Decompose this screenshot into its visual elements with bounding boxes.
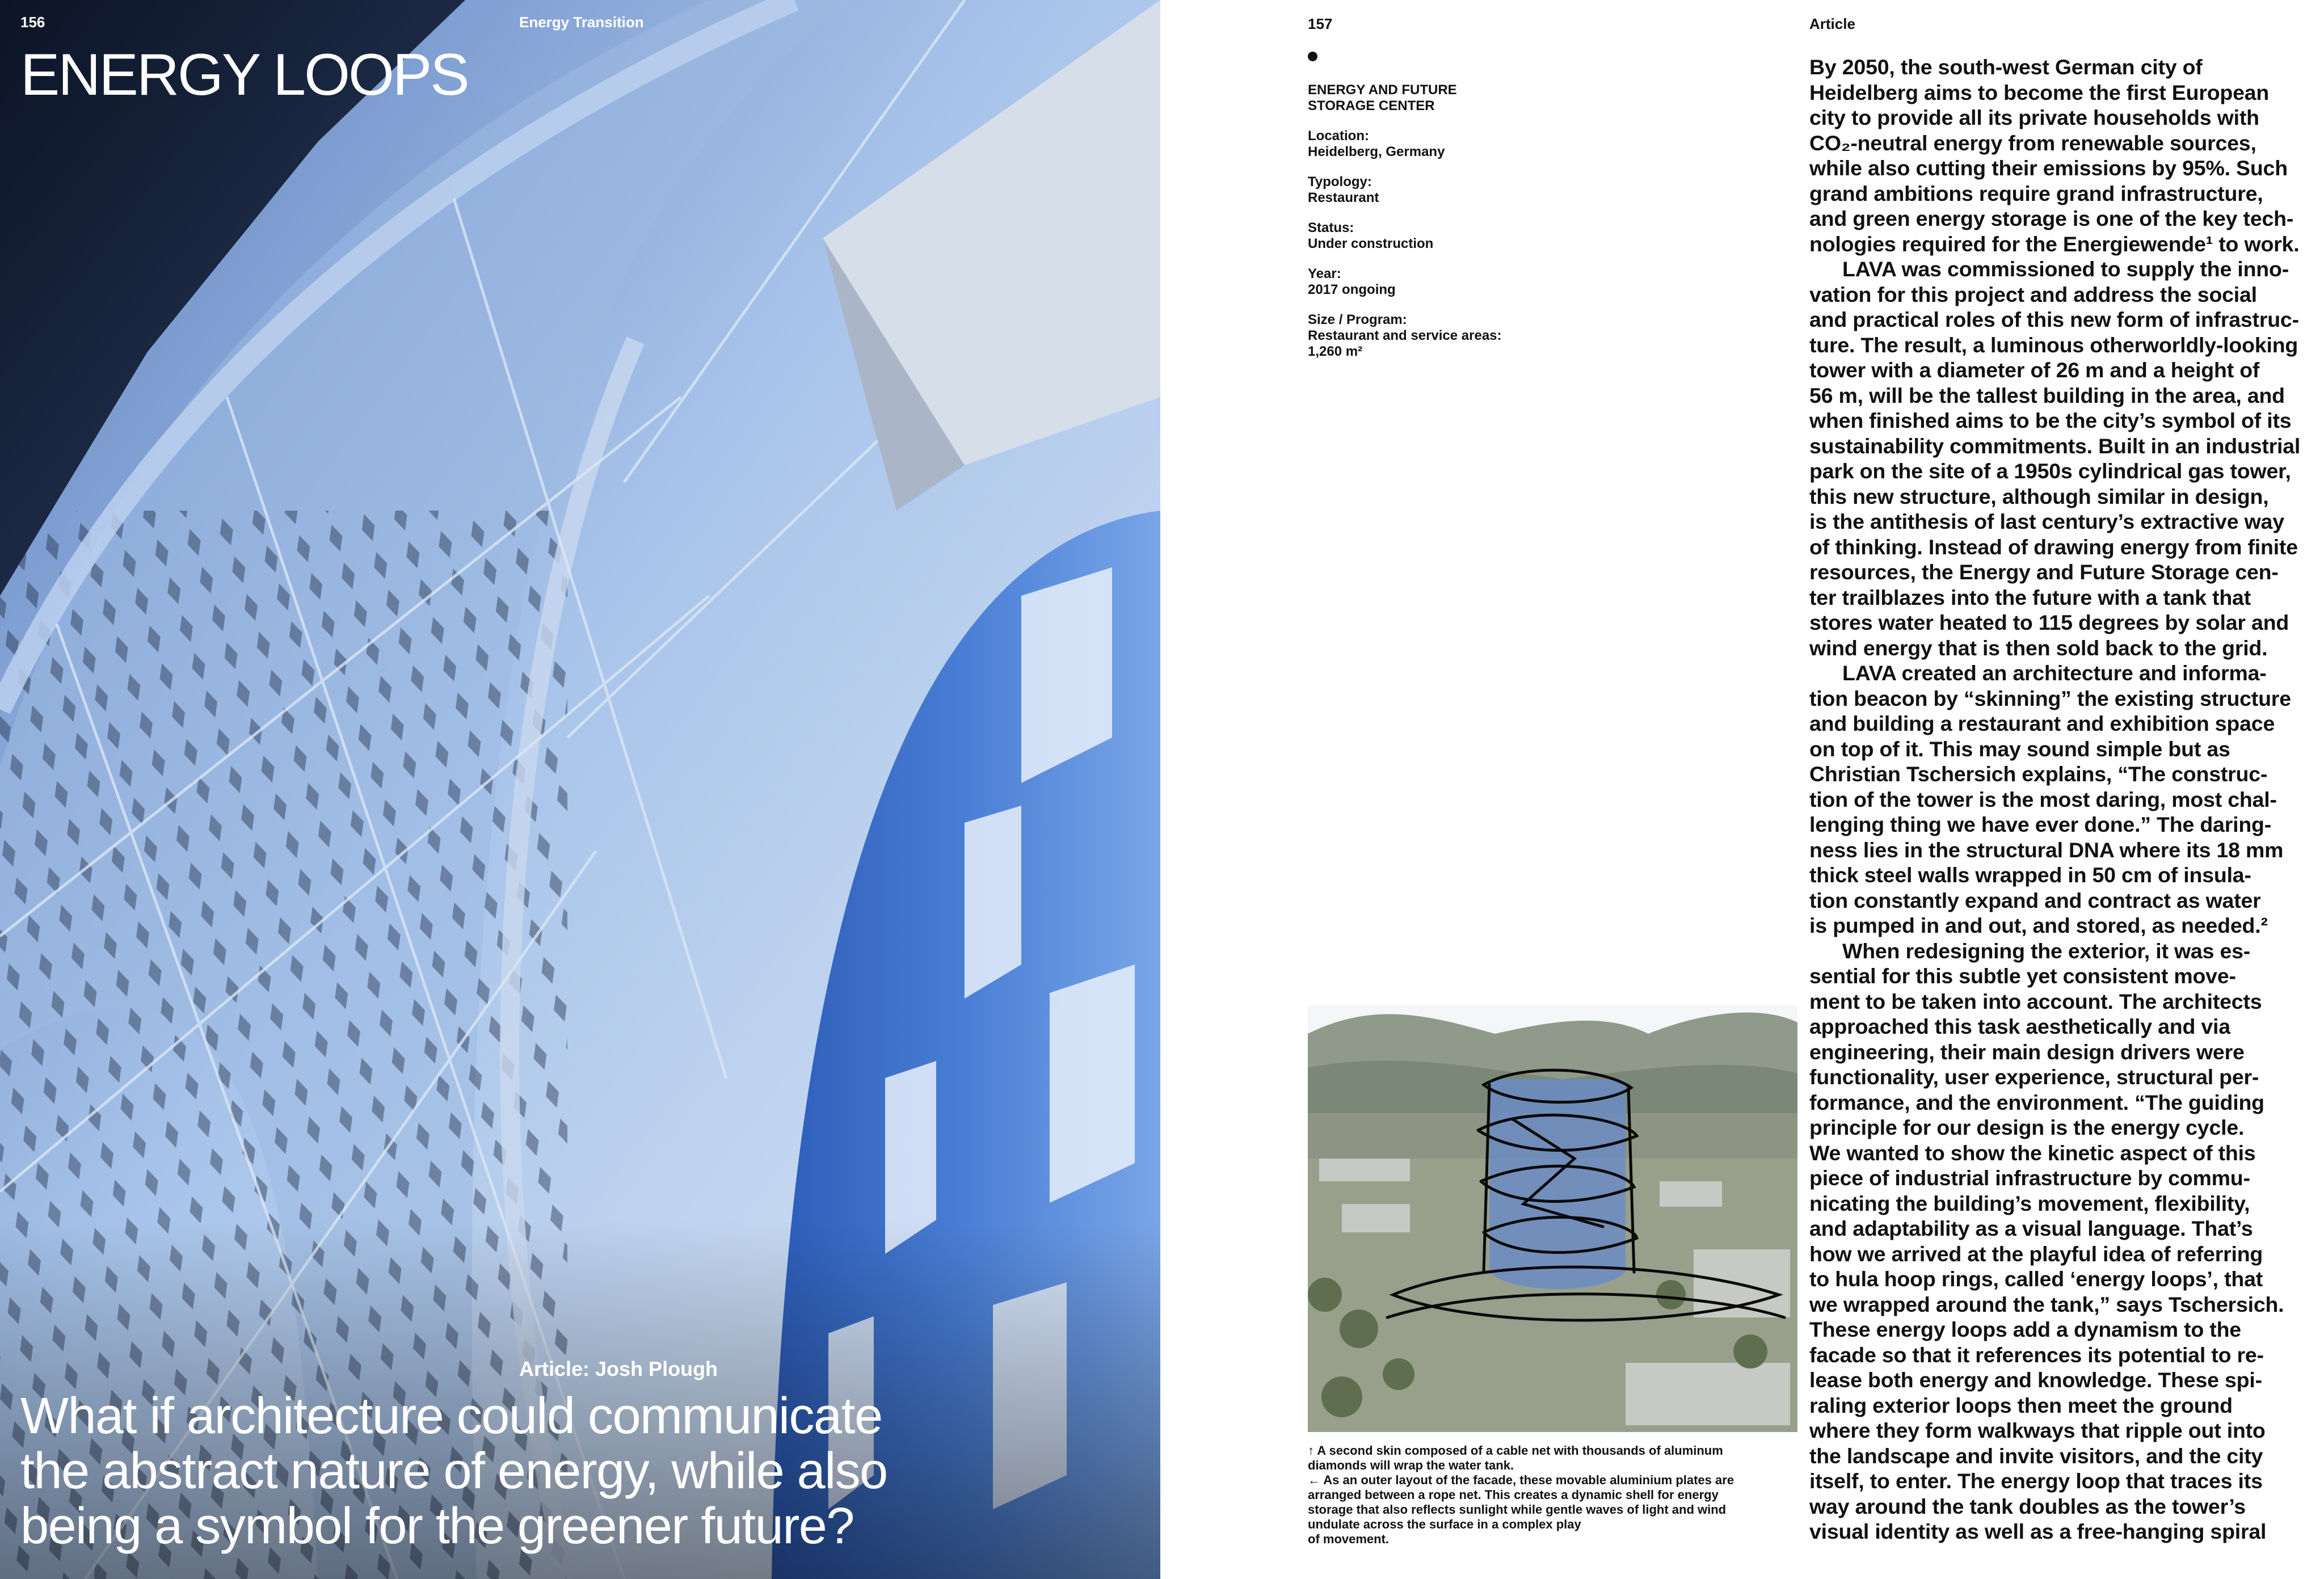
article-line: tion beacon by “skinning” the existing structure bbox=[1809, 686, 2291, 710]
article-line: this new structure, although similar in design, bbox=[1809, 484, 2269, 508]
article-byline: Article: Josh Plough bbox=[519, 1357, 718, 1380]
article-line: on top of it. This may sound simple but as bbox=[1809, 736, 2230, 761]
info-label: Status: bbox=[1308, 220, 1354, 235]
caption-line: of movement. bbox=[1308, 1532, 1390, 1546]
caption-line: arranged between a rope net. This creates a dynamic shell for energy bbox=[1308, 1488, 1719, 1502]
page-number-left: 156 bbox=[20, 14, 45, 31]
article-line: tower with a diameter of 26 m and a height of bbox=[1809, 358, 2260, 382]
aerial-sketch-image bbox=[1308, 864, 1797, 1432]
article-body bbox=[1809, 54, 2309, 1544]
lead-question-line: the abstract nature of energy, while also bbox=[20, 1443, 887, 1500]
info-line: STORAGE CENTER bbox=[1308, 98, 1435, 113]
article-line: lease both energy and knowledge. These spi- bbox=[1809, 1368, 2262, 1392]
article-line: 56 m, will be the tallest building in the area, and bbox=[1809, 383, 2285, 407]
article-line: principle for our design is the energy cycle. bbox=[1809, 1115, 2245, 1139]
article-line: We wanted to show the kinetic aspect of this bbox=[1809, 1140, 2256, 1165]
info-value: Heidelberg, Germany bbox=[1308, 144, 1445, 159]
article-line: approached this task aesthetically and via bbox=[1809, 1014, 2230, 1038]
info-value: 2017 ongoing bbox=[1308, 282, 1396, 297]
lead-question bbox=[20, 1389, 1098, 1554]
article-line: ter trailblazes into the future with a tank that bbox=[1809, 585, 2251, 609]
page-number-right: 157 bbox=[1308, 15, 1333, 32]
article-line: facade so that it references its potential to re- bbox=[1809, 1342, 2264, 1367]
article-line: sential for this subtle yet consistent move- bbox=[1809, 964, 2236, 988]
lead-question-line: being a symbol for the greener future? bbox=[20, 1498, 854, 1555]
article-line: is pumped in and out, and stored, as needed.² bbox=[1809, 913, 2268, 937]
article-line: where they form walkways that ripple out into bbox=[1809, 1418, 2266, 1442]
left-page bbox=[0, 0, 1160, 1579]
article-line: LAVA was commissioned to supply the inno- bbox=[1842, 257, 2289, 281]
article-line: resources, the Energy and Future Storage cen- bbox=[1809, 560, 2279, 584]
article-line: the landscape and invite visitors, and the city bbox=[1809, 1443, 2263, 1468]
article-line: CO₂-neutral energy from renewable sources, bbox=[1809, 130, 2256, 155]
caption-line: ← As an outer layout of the facade, these movable aluminium plates are bbox=[1308, 1473, 1734, 1487]
article-line: By 2050, the south-west German city of bbox=[1809, 55, 2203, 79]
article-line: LAVA created an architecture and informa- bbox=[1842, 661, 2267, 685]
article-line: and green energy storage is one of the key tech- bbox=[1809, 207, 2294, 230]
article-line: while also cutting their emissions by 95%. Such bbox=[1809, 156, 2288, 180]
article-line: ment to be taken into account. The architects bbox=[1809, 989, 2262, 1013]
info-location bbox=[1308, 128, 1557, 160]
caption-line: ↑ A second skin composed of a cable net with thousands of aluminum bbox=[1308, 1443, 1723, 1458]
article-line: we wrapped around the tank,” says Tschersich. bbox=[1809, 1292, 2284, 1316]
article-title: ENERGY LOOPS bbox=[20, 42, 468, 108]
article-line: and adaptability as a visual language. That’s bbox=[1809, 1216, 2253, 1240]
info-line: ENERGY AND FUTURE bbox=[1308, 82, 1457, 98]
info-status bbox=[1308, 220, 1557, 252]
article-line: when finished aims to be the city’s symbol of its bbox=[1809, 409, 2292, 432]
article-line: When redesigning the exterior, it was es- bbox=[1842, 938, 2251, 963]
info-label: Typology: bbox=[1308, 174, 1372, 190]
article-line: stores water heated to 115 degrees by solar and bbox=[1809, 610, 2289, 634]
lead-question-line: What if architecture could communicate bbox=[20, 1388, 882, 1445]
article-line: lenging thing we have ever done.” The daring- bbox=[1809, 812, 2272, 836]
info-value: Restaurant and service areas: bbox=[1308, 328, 1502, 343]
article-line: and building a restaurant and exhibition space bbox=[1809, 711, 2275, 735]
bullet-dot-icon bbox=[1308, 52, 1317, 61]
running-head-left: Energy Transition bbox=[519, 14, 644, 31]
article-line: sustainability commitments. Built in an industrial bbox=[1809, 433, 2301, 458]
info-value: Under construction bbox=[1308, 236, 1434, 251]
info-value: 1,260 m² bbox=[1308, 344, 1363, 359]
article-line: Heidelberg aims to become the first European bbox=[1809, 80, 2270, 104]
sketch-over-aerial-photo bbox=[1308, 864, 1797, 1432]
article-line: ness lies in the structural DNA where its 18 mm bbox=[1809, 837, 2284, 862]
article-line: and practical roles of this new form of infrastruc- bbox=[1809, 308, 2299, 331]
info-value: Restaurant bbox=[1308, 190, 1379, 205]
project-info bbox=[1308, 82, 1557, 374]
info-typology bbox=[1308, 174, 1557, 206]
info-year bbox=[1308, 266, 1557, 298]
running-head-right: Article bbox=[1809, 15, 1855, 32]
article-line: piece of industrial infrastructure by commu- bbox=[1809, 1166, 2250, 1190]
article-line: Christian Tschersich explains, “The construc- bbox=[1809, 762, 2268, 786]
article-line: wind energy that is then sold back to the grid. bbox=[1809, 635, 2268, 660]
article-line: way around the tank doubles as the tower’s bbox=[1809, 1494, 2246, 1518]
project-name bbox=[1308, 82, 1557, 114]
caption-line: diamonds will wrap the water tank. bbox=[1308, 1458, 1514, 1472]
article-line: city to provide all its private households with bbox=[1809, 106, 2259, 129]
caption-line: undulate across the surface in a complex play bbox=[1308, 1517, 1581, 1531]
figure-captions bbox=[1308, 1443, 1807, 1547]
article-line: These energy loops add a dynamism to the bbox=[1809, 1317, 2241, 1341]
article-line: visual identity as well as a free-hanging spiral bbox=[1809, 1519, 2267, 1543]
info-size-program bbox=[1308, 312, 1557, 360]
article-line: engineering, their main design drivers were bbox=[1809, 1039, 2245, 1064]
tower-facade-photo bbox=[0, 0, 1160, 1579]
article-line: tion of the tower is the most daring, most chal- bbox=[1809, 787, 2277, 811]
article-line: nicating the building’s movement, flexibility, bbox=[1809, 1191, 2250, 1215]
info-label: Size / Program: bbox=[1308, 312, 1407, 327]
article-line: tion constantly expand and contract as water bbox=[1809, 888, 2261, 912]
article-line: park on the site of a 1950s cylindrical gas tower, bbox=[1809, 459, 2291, 483]
article-line: to hula hoop rings, called ‘energy loops’, that bbox=[1809, 1267, 2263, 1291]
info-label: Year: bbox=[1308, 266, 1341, 281]
article-line: ture. The result, a luminous otherworldly-looking bbox=[1809, 332, 2298, 357]
article-line: how we arrived at the playful idea of referring bbox=[1809, 1241, 2263, 1266]
article-line: vation for this project and address the social bbox=[1809, 282, 2257, 306]
article-line: is the antithesis of last century’s extractive way bbox=[1809, 510, 2284, 533]
article-line: thick steel walls wrapped in 50 cm of insula- bbox=[1809, 863, 2251, 887]
article-line: of thinking. Instead of drawing energy from finite bbox=[1809, 534, 2298, 559]
article-line: itself, to enter. The energy loop that traces its bbox=[1809, 1469, 2263, 1493]
article-line: grand ambitions require grand infrastructure, bbox=[1809, 181, 2263, 205]
article-line: nologies required for the Energiewende¹ to work. bbox=[1809, 231, 2300, 256]
article-line: raling exterior loops then meet the ground bbox=[1809, 1393, 2233, 1417]
caption-line: storage that also reflects sunlight while gentle waves of light and wind bbox=[1308, 1502, 1727, 1517]
article-line: functionality, user experience, structural per- bbox=[1809, 1065, 2259, 1089]
article-line: formance, and the environment. “The guiding bbox=[1809, 1090, 2264, 1114]
info-label: Location: bbox=[1308, 128, 1369, 144]
